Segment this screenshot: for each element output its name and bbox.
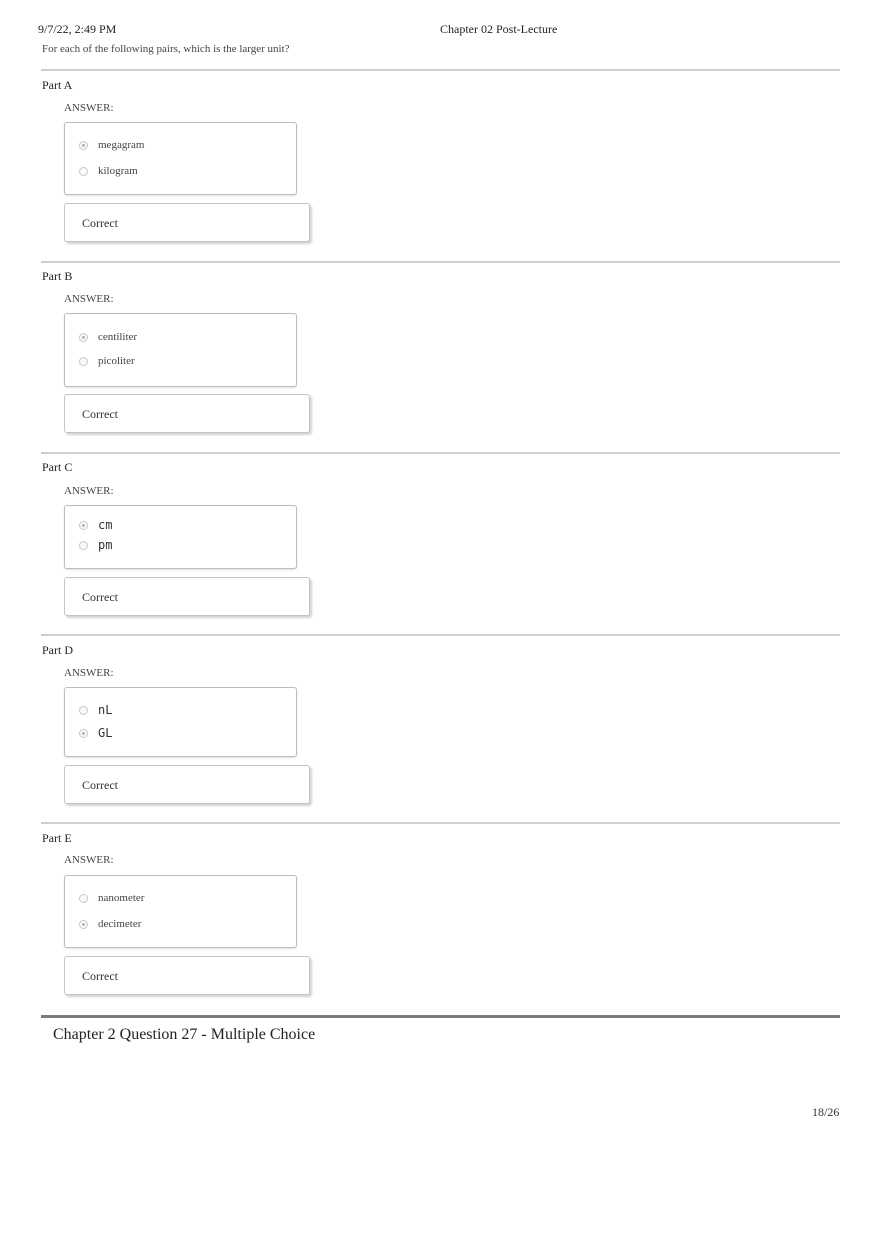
radio-selected[interactable] <box>79 521 88 530</box>
part-a-title: Part A <box>42 78 73 92</box>
radio-selected[interactable] <box>79 141 88 150</box>
document-title: Chapter 02 Post-Lecture <box>440 22 558 36</box>
part-b-choices <box>64 313 297 387</box>
divider <box>41 822 840 824</box>
radio-unselected[interactable] <box>79 541 88 550</box>
part-a-option-megagram[interactable] <box>79 139 144 151</box>
part-a-option-kilogram[interactable] <box>79 165 138 177</box>
part-c-option-pm[interactable] <box>79 538 112 552</box>
part-b-option-picoliter[interactable] <box>79 355 135 367</box>
radio-unselected[interactable] <box>79 167 88 176</box>
page-number: 18/26 <box>812 1105 840 1119</box>
radio-selected[interactable] <box>79 920 88 929</box>
part-d-option-nl[interactable] <box>79 703 112 717</box>
part-b-option-centiliter[interactable] <box>79 331 137 343</box>
part-b-feedback <box>64 394 310 433</box>
part-c-option-cm[interactable] <box>79 518 112 532</box>
radio-unselected[interactable] <box>79 894 88 903</box>
part-e-option-decimeter[interactable] <box>79 918 141 930</box>
radio-unselected[interactable] <box>79 357 88 366</box>
option-label: GL <box>98 726 113 740</box>
part-d-option-gl[interactable] <box>79 726 112 740</box>
part-e-choices <box>64 875 297 948</box>
part-d-choices <box>64 687 297 757</box>
part-e-answer-label: ANSWER: <box>64 854 114 866</box>
option-label: megagram <box>98 139 145 151</box>
option-label: kilogram <box>98 165 138 177</box>
feedback-text: Correct <box>82 969 118 983</box>
next-question-title: Chapter 2 Question 27 - Multiple Choice <box>53 1026 316 1043</box>
radio-unselected[interactable] <box>79 706 88 715</box>
option-label: decimeter <box>98 918 142 930</box>
section-divider <box>41 1015 840 1018</box>
part-c-feedback <box>64 577 310 616</box>
part-b-answer-label: ANSWER: <box>64 293 114 305</box>
radio-selected[interactable] <box>79 333 88 342</box>
part-e-option-nanometer[interactable] <box>79 892 144 904</box>
feedback-text: Correct <box>82 590 118 604</box>
part-e-feedback <box>64 956 310 995</box>
option-label: centiliter <box>98 331 138 343</box>
option-label: picoliter <box>98 355 135 367</box>
part-e-title: Part E <box>42 831 72 845</box>
part-a-choices <box>64 122 297 195</box>
part-d-title: Part D <box>42 643 73 657</box>
part-a-answer-label: ANSWER: <box>64 102 114 114</box>
option-label: cm <box>98 518 113 532</box>
question-prompt: For each of the following pairs, which is the larger unit? <box>42 43 290 55</box>
part-c-answer-label: ANSWER: <box>64 485 114 497</box>
option-label: nL <box>98 703 113 717</box>
part-d-answer-label: ANSWER: <box>64 667 114 679</box>
part-d-feedback <box>64 765 310 804</box>
part-b-title: Part B <box>42 269 73 283</box>
feedback-text: Correct <box>82 216 118 230</box>
part-a-feedback <box>64 203 310 242</box>
part-c-title: Part C <box>42 460 73 474</box>
divider <box>41 261 840 263</box>
part-c-choices <box>64 505 297 569</box>
print-timestamp: 9/7/22, 2:49 PM <box>38 22 117 36</box>
feedback-text: Correct <box>82 778 118 792</box>
option-label: nanometer <box>98 892 145 904</box>
option-label: pm <box>98 538 113 552</box>
divider <box>41 69 840 71</box>
radio-selected[interactable] <box>79 729 88 738</box>
feedback-text: Correct <box>82 407 118 421</box>
divider <box>41 634 840 636</box>
divider <box>41 452 840 454</box>
